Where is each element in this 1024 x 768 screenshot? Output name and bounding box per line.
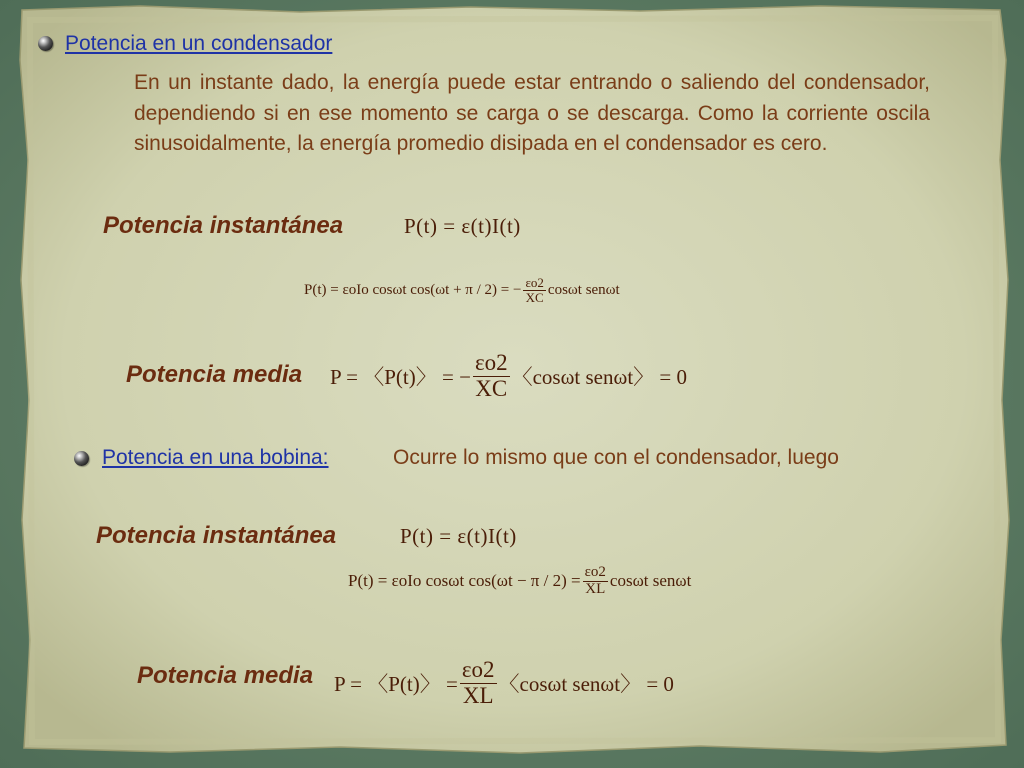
label-potencia-media-condensador: Potencia media xyxy=(126,361,303,388)
fraction-denominator: XL xyxy=(585,580,606,597)
equation-expanded-bobina xyxy=(348,552,691,610)
fraction xyxy=(583,565,608,598)
mean-right: 〈cosωt senωt〉 = 0 xyxy=(498,672,674,696)
fraction-numerator: εo2 xyxy=(461,657,495,683)
bobina-description: Ocurre lo mismo que con el condensador, luego xyxy=(393,446,839,469)
label-potencia-instantanea-condensador: Potencia instantánea xyxy=(103,212,344,239)
mean-right: 〈cosωt senωt〉 = 0 xyxy=(511,365,688,389)
fraction-numerator: εo2 xyxy=(525,274,544,290)
mean-left: P = 〈P(t)〉 = − xyxy=(330,365,471,389)
fraction-denominator: XL xyxy=(462,682,494,708)
expanded-right: cosωt senωt xyxy=(609,571,692,590)
bullet-sphere-icon xyxy=(38,36,53,51)
fraction-denominator: XC xyxy=(475,375,508,401)
label-potencia-instantanea-bobina: Potencia instantánea xyxy=(96,522,337,549)
bullet-sphere-icon xyxy=(74,451,89,466)
equation-media-bobina xyxy=(334,643,674,723)
fraction-numerator: εo2 xyxy=(584,563,606,580)
equation-instantanea-condensador: P(t) = ε(t)I(t) xyxy=(404,214,521,238)
fraction-denominator: XC xyxy=(525,289,544,305)
equation-expanded-condensador xyxy=(304,262,620,318)
fraction xyxy=(523,276,545,304)
section-heading-condensador[interactable]: Potencia en un condensador xyxy=(65,32,333,55)
expanded-left: P(t) = εoIo cosωt cos(ωt − π / 2) = xyxy=(348,571,581,590)
equation-media-condensador xyxy=(330,336,687,416)
equation-instantanea-bobina: P(t) = ε(t)I(t) xyxy=(400,524,517,548)
paragraph-condensador: En un instante dado, la energía puede estar entrando o saliendo del condensador, dependiendo si en ese momento se carga o se descarga. Como la corriente oscila sinusoidalmente, la energía promedio disipada en el condensador es cero. xyxy=(134,71,930,155)
fraction xyxy=(473,351,510,400)
fraction xyxy=(460,658,497,707)
fraction-numerator: εo2 xyxy=(474,350,508,376)
section-heading-bobina[interactable]: Potencia en una bobina: xyxy=(102,446,329,469)
mean-left: P = 〈P(t)〉 = xyxy=(334,672,458,696)
label-potencia-media-bobina: Potencia media xyxy=(137,662,314,689)
expanded-right: cosωt senωt xyxy=(547,281,620,298)
expanded-left: P(t) = εoIo cosωt cos(ωt + π / 2) = − xyxy=(304,281,522,298)
